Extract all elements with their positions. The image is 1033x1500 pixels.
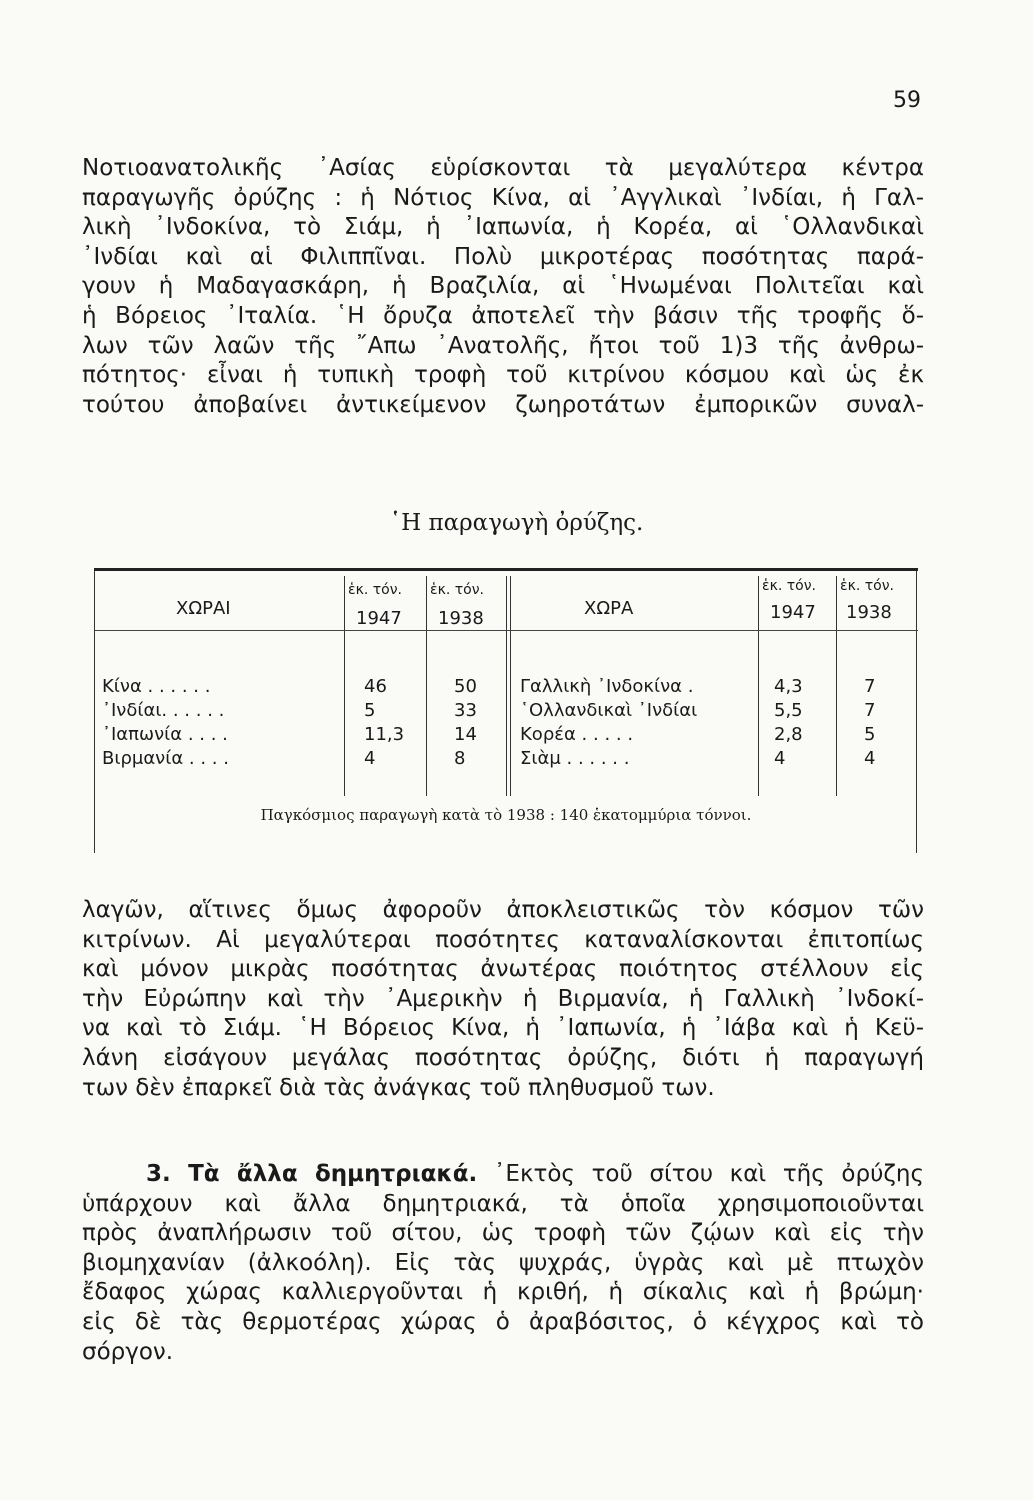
table-cell-country: ᾿Ινδίαι. . . . . . bbox=[102, 700, 225, 721]
col-divider bbox=[510, 576, 511, 796]
page-number: 59 bbox=[893, 88, 921, 113]
table-cell-country: Σιὰμ . . . . . . bbox=[520, 748, 630, 769]
col-divider bbox=[344, 576, 345, 796]
section-first-line bbox=[82, 1160, 924, 1190]
text-line: να καὶ τὸ Σιάμ. ῾Η Βόρειος Κίνα, ἡ ᾿Ιαπωνία, ἡ ᾿Ιάβα καὶ ἡ Κεϋ- bbox=[82, 1015, 924, 1042]
table-footnote: Παγκόσμιος παραγωγὴ κατὰ τὸ 1938 : 140 ἑκατομμύρια τόννοι. bbox=[260, 806, 752, 824]
text-line: πρὸς ἀναπλήρωσιν τοῦ σίτου, ὡς τροφὴ τῶν ζῴων καὶ εἰς τὴν bbox=[82, 1220, 924, 1247]
table-cell-value: 2,8 bbox=[774, 724, 803, 745]
header-year-1938: 1938 bbox=[438, 608, 484, 629]
table-caption: ῾Η παραγωγὴ ὀρύζης. bbox=[389, 510, 644, 536]
table-cell-country: ᾿Ιαπωνία . . . . bbox=[102, 724, 228, 745]
text-line: τὴν Εὐρώπην καὶ τὴν ᾿Αμερικὴν ἡ Βιρμανία, ἡ Γαλλικὴ ᾿Ινδοκί- bbox=[82, 985, 924, 1012]
col-divider bbox=[758, 576, 759, 796]
header-countries-left: ΧΩΡΑΙ bbox=[176, 598, 231, 619]
col-divider bbox=[506, 576, 507, 796]
header-unit: ἑκ. τόν. bbox=[348, 582, 402, 598]
text-line: ἔδαφος χώρας καλλιεργοῦνται ἡ κριθή, ἡ σίκαλις καὶ ἡ βρώμη· bbox=[82, 1279, 924, 1306]
text-line: καὶ μόνον μικρὰς ποσότητας ἀνωτέρας ποιότητος στέλλουν εἰς bbox=[82, 956, 924, 983]
table-cell-country: ῾Ολλανδικαὶ ᾿Ινδίαι bbox=[520, 700, 698, 721]
header-unit: ἑκ. τόν. bbox=[762, 578, 816, 594]
header-unit: ἑκ. τόν. bbox=[430, 582, 484, 598]
section-3-paragraph bbox=[82, 1160, 924, 1367]
table-cell-value: 46 bbox=[364, 676, 387, 697]
text-line: λάνη εἰσάγουν μεγάλας ποσότητας ὀρύζης, διότι ἡ παραγωγή bbox=[82, 1044, 924, 1071]
table-cell-value: 5,5 bbox=[774, 700, 803, 721]
table-cell-value: 11,3 bbox=[364, 724, 405, 745]
header-countries-right: ΧΩΡΑ bbox=[584, 598, 634, 619]
text-line: λων τῶν λαῶν τῆς ῎Απω ᾿Ανατολῆς, ἤτοι τοῦ 1)3 τῆς ἀνθρω- bbox=[82, 332, 924, 359]
table-cell-country: Γαλλικὴ ᾿Ινδοκίνα . bbox=[520, 676, 694, 697]
table-cell-value: 5 bbox=[864, 724, 876, 745]
table-cell-value: 4,3 bbox=[774, 676, 803, 697]
col-divider bbox=[836, 576, 837, 796]
text-line: τούτου ἀποβαίνει ἀντικείμενον ζωηροτάτων ἐμπορικῶν συναλ- bbox=[82, 391, 924, 418]
table-cell-country: Κίνα . . . . . . bbox=[102, 676, 211, 697]
col-divider bbox=[426, 576, 427, 796]
paragraph-1 bbox=[82, 154, 924, 420]
text-line: εἰς δὲ τὰς θερμοτέρας χώρας ὁ ἀραβόσιτος, ὁ κέγχρος καὶ τὸ bbox=[82, 1308, 924, 1335]
header-unit: ἑκ. τόν. bbox=[840, 578, 894, 594]
text-line: σόργον. bbox=[82, 1338, 174, 1365]
header-year-1938: 1938 bbox=[846, 602, 892, 623]
table-cell-value: 5 bbox=[364, 700, 376, 721]
table-cell-value: 4 bbox=[364, 748, 376, 769]
table-cell-value: 4 bbox=[864, 748, 876, 769]
table-cell-value: 14 bbox=[454, 724, 477, 745]
text-line: Νοτιοανατολικῆς ᾿Ασίας εὑρίσκονται τὰ μεγαλύτερα κέντρα bbox=[82, 155, 924, 181]
table-top-rule bbox=[94, 568, 918, 571]
text-line: ᾿Ινδίαι καὶ αἱ Φιλιππῖναι. Πολὺ μικροτέρας ποσότητας παρά- bbox=[82, 243, 924, 270]
text-line: των δὲν ἐπαρκεῖ διὰ τὰς ἀνάγκας τοῦ πληθυσμοῦ των. bbox=[82, 1074, 715, 1101]
text-line: κιτρίνων. Αἱ μεγαλύτεραι ποσότητες καταναλίσκονται ἐπιτοπίως bbox=[82, 926, 924, 953]
table-cell-value: 33 bbox=[454, 700, 477, 721]
table-header-rule bbox=[94, 630, 918, 631]
section-title: 3. Τὰ ἄλλα δημητριακά. bbox=[146, 1161, 478, 1187]
header-year-1947: 1947 bbox=[770, 602, 816, 623]
text-line: παραγωγῆς ὀρύζης : ἡ Νότιος Κίνα, αἱ ᾿Αγγλικαὶ ᾿Ινδίαι, ἡ Γαλ- bbox=[82, 184, 924, 211]
text-line: ὑπάρχουν καὶ ἄλλα δημητριακά, τὰ ὁποῖα χρησιμοποιοῦνται bbox=[82, 1190, 924, 1217]
table-cell-value: 7 bbox=[864, 676, 876, 697]
text-line: πότητος· εἶναι ἡ τυπικὴ τροφὴ τοῦ κιτρίνου κόσμου καὶ ὡς ἐκ bbox=[82, 362, 924, 389]
text-line: γουν ἡ Μαδαγασκάρη, ἡ Βραζιλία, αἱ ῾Ηνωμέναι Πολιτεῖαι καὶ bbox=[82, 273, 924, 300]
table-cell-value: 50 bbox=[454, 676, 477, 697]
text-line: λικὴ ᾿Ινδοκίνα, τὸ Σιάμ, ἡ ᾿Ιαπωνία, ἡ Κορέα, αἱ ῾Ολλανδικαὶ bbox=[82, 214, 924, 241]
paragraph-2 bbox=[82, 896, 924, 1103]
header-year-1947: 1947 bbox=[356, 608, 402, 629]
table-cell-country: Κορέα . . . . . bbox=[520, 724, 634, 745]
table-cell-value: 7 bbox=[864, 700, 876, 721]
text-line: ᾿Εκτὸς τοῦ σίτου καὶ τῆς ὀρύζης bbox=[493, 1161, 924, 1187]
text-line: λαγῶν, αἵτινες ὅμως ἀφοροῦν ἀποκλειστικῶς τὸν κόσμον τῶν bbox=[82, 897, 924, 923]
text-line: ἡ Βόρειος ᾿Ιταλία. ῾Η ὄρυζα ἀποτελεῖ τὴν βάσιν τῆς τροφῆς ὅ- bbox=[82, 302, 924, 329]
table-cell-value: 8 bbox=[454, 748, 466, 769]
rice-production-table bbox=[94, 568, 918, 850]
table-cell-country: Βιρμανία . . . . bbox=[102, 748, 229, 769]
text-line: βιομηχανίαν (ἀλκοόλη). Εἰς τὰς ψυχράς, ὑγρὰς καὶ μὲ πτωχὸν bbox=[82, 1249, 924, 1276]
table-cell-value: 4 bbox=[774, 748, 786, 769]
